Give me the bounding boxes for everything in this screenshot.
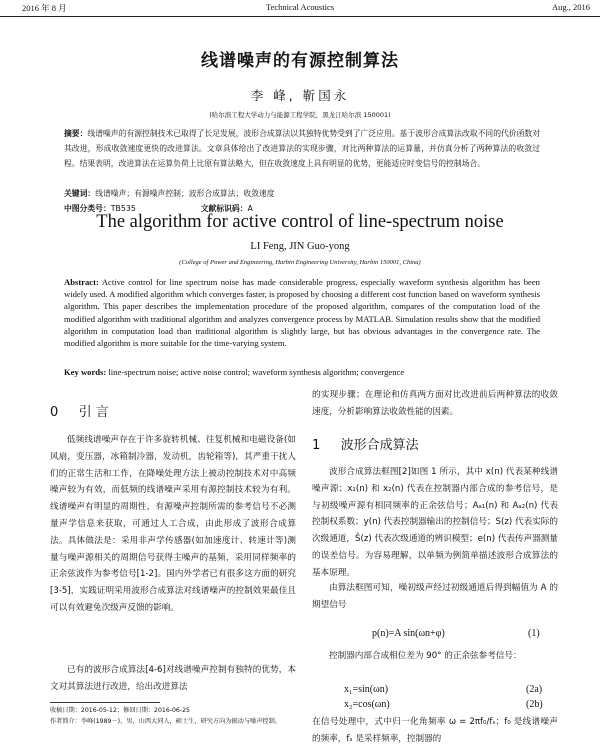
affiliation-en: (College of Power and Engineering, Harbin Engineering University, Harbin 150001, China) xyxy=(179,259,421,266)
affiliation-cn: (哈尔滨工程大学动力与能源工程学院，黑龙江哈尔滨 150001) xyxy=(209,111,391,119)
right-column-continuation: 的实现步骤；在理论和仿真两方面对比改进前后两种算法的收敛速度，分析影响算法收敛性能的因素。 xyxy=(312,390,558,417)
footnote-author-bio: 作者简介：李峰(1989－)，男，山西大同人，硕士生，研究方向为振动与噪声控制。 xyxy=(50,718,281,725)
section-1-number: 1 xyxy=(312,438,321,453)
equation-1: p(n)=A sin(ωn+φ) xyxy=(372,628,445,639)
abstract-en-label: Abstract: xyxy=(64,277,99,287)
section-1-heading xyxy=(312,434,419,453)
footnote-rule xyxy=(50,702,160,703)
paper-title-cn: 线谱噪声的有源控制算法 xyxy=(201,51,399,71)
authors-cn: 李 峰, 靳国永 xyxy=(250,88,350,103)
section-0-paragraph-1: 低频线谱噪声存在于许多旋转机械、往复机械和电磁设备(如风扇，变压器，冰箱制冷器，发动机，齿轮箱等)，其严重干扰人们的正常生活和工作，在降噪处理方法上被动控制技术对中高频噪声较为有效，而低频的线谱噪声采用有源控制技术较为有利。线谱噪声有明显的周期性，有源噪声控制所需的参考信号不必测量声学信息来获取，可通过人工合成，由此形成了波形合成算法。具体做法是：采用非声学传感器(如加速度计、转速计等)测量与噪声源相关的周期信号获得主噪声的基频，采用同样频率的正余弦波作为参考信号[1-2]。国内外学者已有很多这方面的研究[3-5]，实践证明采用波形合成算法对线谱噪声的控制效果最佳且可以有效避免次级声反馈的影响。 xyxy=(50,435,296,613)
clc-value: TB535 xyxy=(110,204,136,213)
abstract-cn-text: 线谱噪声的有源控制技术已取得了长足发展，波形合成算法以其独特优势受到了广泛应用。基于波形合成算法改取不同的代价函数对其改进，形成收敛速度更快的改进算法。文章具体给出了改进算法的实现步骤，对比两种算法的运算量，并仿真分析了两种算法的收敛过程。结果表明，改进算法在运算负荷上比原有算法略大，但在收敛速度上具有明显的优势，更能适应时变信号的控制场合。 xyxy=(64,129,541,168)
section-0-heading xyxy=(50,401,109,420)
abstract-en-text: Active control for line spectrum noise has made considerable progress, especially waveform synthesis algorithm has been widely used. A modified algorithm which converges faster, is proposed by choosing a different cost function based on waveform synthesis algorithm. This paper describes the implementation procedure of the proposed algorithm, compares of the computation load of the modified algorithm with traditional algorithm and analyzes convergence process by MATLAB. Simulation results show that the modified algorithm in computation load than traditional algorithm is slightly large, but has obvious advantages in the convergence rate. The modified algorithm is more suitable for the time-varying system. xyxy=(64,277,540,349)
abstract-en xyxy=(64,276,540,349)
keywords-cn xyxy=(64,186,540,201)
section-0-title: 引 言 xyxy=(78,405,109,420)
authors-en: LI Feng, JIN Guo-yong xyxy=(250,241,350,252)
clc-label: 中图分类号： xyxy=(64,204,111,213)
section-1-paragraph-3: 控制器内部合成相位差为 90° 的正余弦参考信号： xyxy=(329,651,522,661)
section-1-paragraph-2: 由算法框图可知，噪初级声经过初级通道后得到幅值为 A 的期望信号 xyxy=(312,583,558,610)
abstract-cn xyxy=(64,126,540,171)
paper-title-en: The algorithm for active control of line-spectrum noise xyxy=(96,212,504,232)
section-1-paragraph-1: 波形合成算法框图[2]如图 1 所示，其中 x(n) 代表某种线谱噪声源；x₁(n) 和 x₂(n) 代表在控制器内部合成的参考信号，是与初级噪声源有相同频率的正余弦信号；Aₐ₁(n) 和 Aₐ₂(n) 代表控制权系数；y(n) 代表控制器输出的控制信号；S(z) 代表实际的次级通道，Ŝ(z) 代表次级通道的辨识模型；e(n) 代表传声器测量的误差信号。为容易理解，以单频为例简单描述波形合成算法的基本原理。 xyxy=(312,467,558,578)
section-0-paragraph-2: 已有的波形合成算法[4-6]对线谱噪声控制有独特的优势，本文对其算法进行改进，给出改进算法 xyxy=(50,665,296,692)
keywords-en xyxy=(64,367,540,377)
doc-code-value: A xyxy=(247,204,253,213)
equation-2b: x₂=cos(ωn) xyxy=(344,699,390,710)
section-1-title: 波形合成算法 xyxy=(340,438,419,453)
equation-2a: x₁=sin(ωn) xyxy=(344,684,389,695)
keywords-en-text: line-spectrum noise; active noise control; waveform synthesis algorithm; convergence xyxy=(108,367,405,377)
header-date: 2016 年 8 月 xyxy=(22,3,67,13)
equation-2a-number: (2a) xyxy=(526,684,543,695)
header-date-en: Aug., 2016 xyxy=(551,2,590,12)
running-header xyxy=(0,0,600,17)
section-1-paragraph-4: 在信号处理中，式中归一化角频率 ω = 2πf₀/fₛ；f₀ 是线谱噪声的频率，fₛ 是采样频率，控制器的 xyxy=(312,717,558,744)
keywords-en-label: Key words: xyxy=(64,367,107,377)
footnote-received: 收稿日期：2016-05-12；修回日期：2016-06-25 xyxy=(50,707,190,714)
header-journal: Technical Acoustics xyxy=(265,2,335,12)
equation-1-number: (1) xyxy=(528,628,540,639)
keywords-cn-label: 关键词： xyxy=(64,189,96,198)
abstract-cn-label: 摘要： xyxy=(64,129,88,138)
section-0-number: 0 xyxy=(50,405,59,420)
equation-2b-number: (2b) xyxy=(526,699,543,710)
keywords-cn-text: 线谱噪声；有源噪声控制；波形合成算法；收敛速度 xyxy=(95,189,275,198)
doc-code-label: 文献标识码： xyxy=(200,204,248,213)
